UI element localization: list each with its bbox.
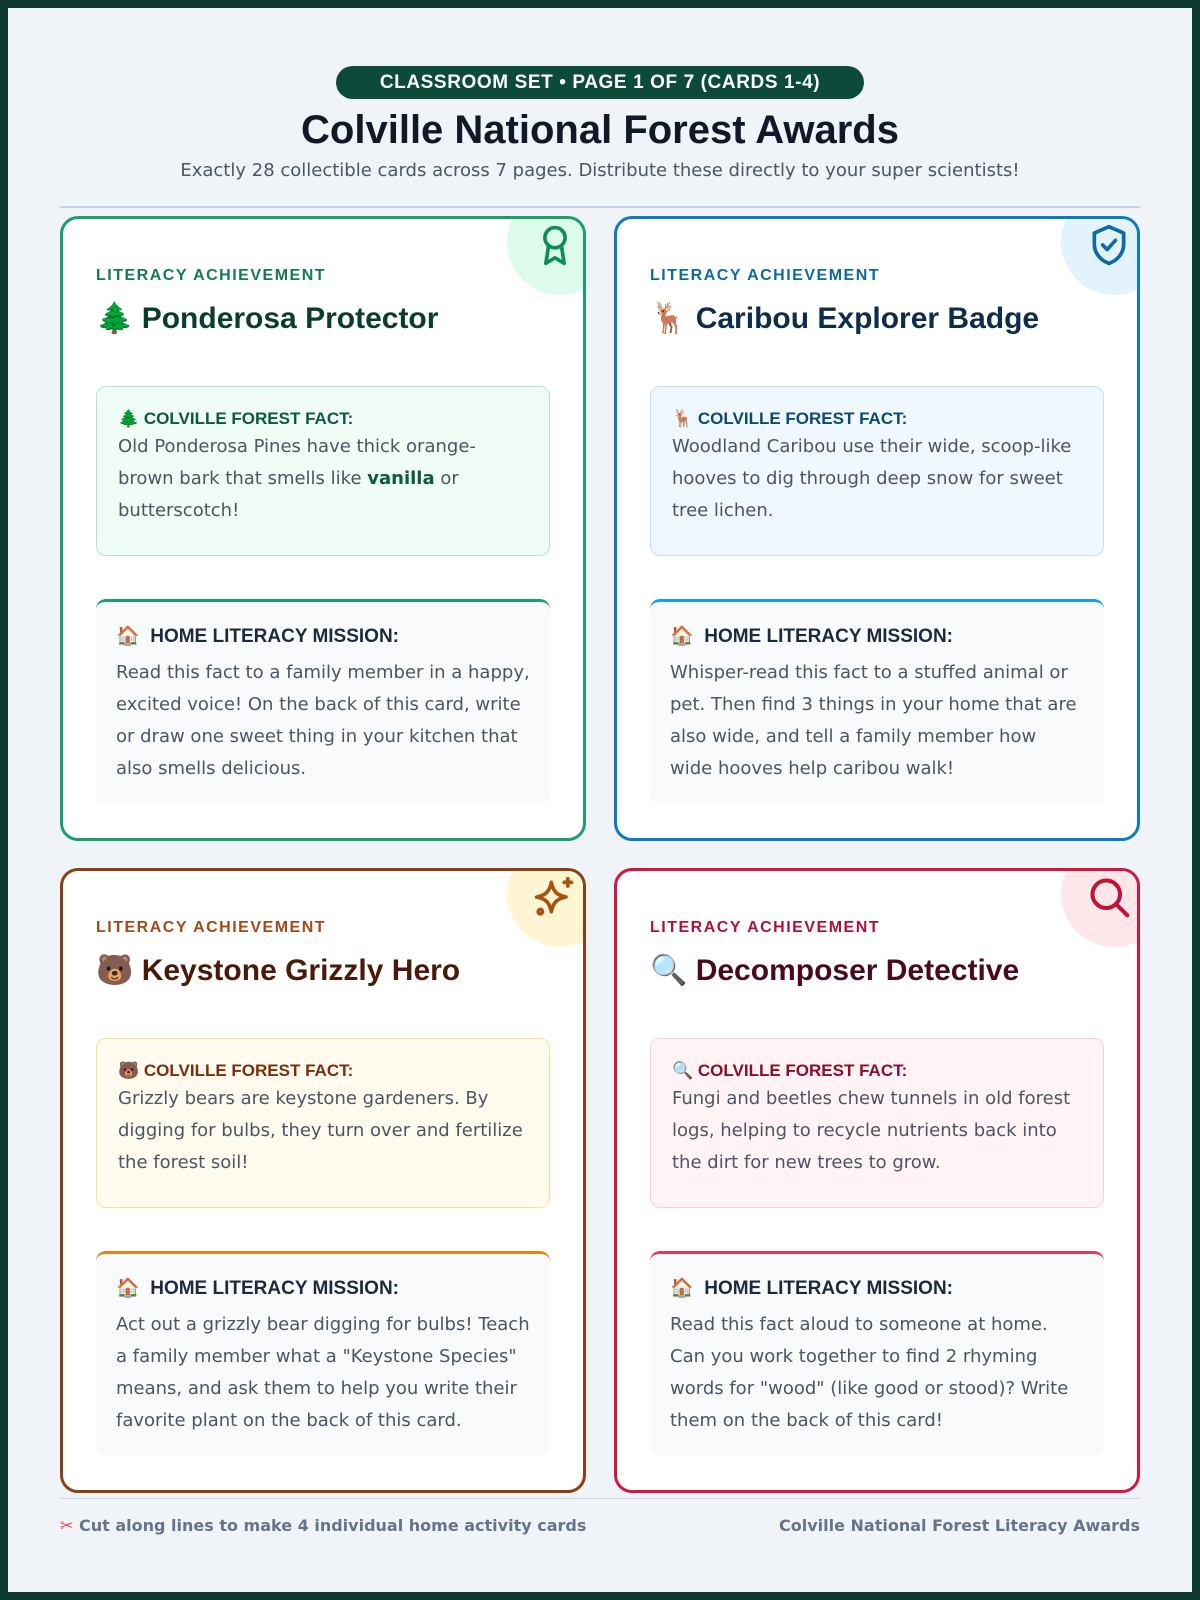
cut-instructions <box>60 1516 586 1535</box>
home-mission-box <box>650 599 1104 804</box>
card-title-text: Decomposer Detective <box>695 954 1020 987</box>
fact-text: Fungi and beetles chew tunnels in old forest logs, helping to recycle nutrients back into the dirt for new trees to grow. <box>672 1088 1071 1173</box>
house-icon: 🏠 <box>670 625 694 647</box>
bear-icon: 🐻 <box>118 1061 140 1081</box>
card-title <box>650 953 1019 988</box>
mission-heading <box>670 1274 1084 1303</box>
fact-heading <box>118 1059 529 1083</box>
card-title-text: Caribou Explorer Badge <box>695 302 1040 335</box>
page-title: Colville National Forest Awards <box>301 108 899 152</box>
card-kicker: LITERACY ACHIEVEMENT <box>650 919 881 936</box>
pine-tree-icon: 🌲 <box>96 301 134 336</box>
sparkles-icon <box>533 875 577 919</box>
home-mission-box <box>96 1251 550 1456</box>
fact-heading-text: COLVILLE FOREST FACT: <box>697 1061 908 1080</box>
card-title <box>96 953 460 988</box>
deer-icon: 🦌 <box>650 301 688 336</box>
house-icon: 🏠 <box>670 1277 694 1299</box>
fact-text: Grizzly bears are keystone gardeners. By digging for bulbs, they turn over and fertilize the forest soil! <box>118 1088 523 1173</box>
home-mission-box <box>96 599 550 804</box>
mission-text: Act out a grizzly bear digging for bulbs! Teach a family member what a "Keystone Species" means, and ask them to help you write their favorite plant on the back of this card. <box>116 1314 530 1431</box>
fact-text <box>118 431 529 527</box>
fact-text-part: or butterscotch! <box>118 468 459 521</box>
fact-heading <box>118 407 529 431</box>
forest-fact-box <box>650 386 1104 556</box>
mission-heading-text: HOME LITERACY MISSION: <box>704 1278 954 1299</box>
card-badge <box>1061 216 1140 295</box>
magnifying-glass-icon: 🔍 <box>650 953 688 988</box>
fact-heading-text: COLVILLE FOREST FACT: <box>143 409 354 428</box>
card-badge <box>507 216 586 295</box>
card-badge <box>1061 868 1140 947</box>
scissors-icon: ✂ <box>60 1516 74 1535</box>
card-badge <box>507 868 586 947</box>
fact-heading-text: COLVILLE FOREST FACT: <box>143 1061 354 1080</box>
cut-instructions-text: Cut along lines to make 4 individual home activity cards <box>78 1516 587 1535</box>
house-icon: 🏠 <box>116 625 140 647</box>
mission-heading <box>116 622 530 651</box>
card-kicker: LITERACY ACHIEVEMENT <box>650 267 881 284</box>
pine-tree-icon: 🌲 <box>118 409 140 429</box>
award-card <box>60 868 586 1493</box>
card-kicker: LITERACY ACHIEVEMENT <box>96 919 327 936</box>
award-card <box>60 216 586 841</box>
page-indicator-pill: CLASSROOM SET • PAGE 1 OF 7 (CARDS 1-4) <box>336 66 864 99</box>
mission-heading-text: HOME LITERACY MISSION: <box>150 626 400 647</box>
fact-heading <box>672 407 1083 431</box>
magnifier-icon <box>1087 875 1131 919</box>
mission-text: Read this fact aloud to someone at home. Can you work together to find 2 rhyming words for "wood" (like good or stood)? Write them on the back of this card! <box>670 1314 1069 1431</box>
forest-fact-box <box>96 1038 550 1208</box>
mission-heading <box>670 622 1084 651</box>
page-subtitle: Exactly 28 collectible cards across 7 pages. Distribute these directly to your super scientists! <box>180 160 1020 181</box>
card-kicker: LITERACY ACHIEVEMENT <box>96 267 327 284</box>
forest-fact-box <box>96 386 550 556</box>
card-title-text: Keystone Grizzly Hero <box>141 954 461 987</box>
deer-icon: 🦌 <box>672 409 694 429</box>
mission-heading <box>116 1274 530 1303</box>
fact-heading-text: COLVILLE FOREST FACT: <box>697 409 908 428</box>
award-ribbon-icon <box>533 223 577 267</box>
magnifying-glass-icon: 🔍 <box>672 1061 694 1081</box>
footer-divider <box>60 1498 1140 1499</box>
header-divider <box>60 206 1140 208</box>
mission-heading-text: HOME LITERACY MISSION: <box>150 1278 400 1299</box>
card-title <box>96 301 438 336</box>
mission-text: Read this fact to a family member in a happy, excited voice! On the back of this card, write or draw one sweet thing in your kitchen that also smells delicious. <box>116 662 530 779</box>
fact-heading <box>672 1059 1083 1083</box>
mission-heading-text: HOME LITERACY MISSION: <box>704 626 954 647</box>
house-icon: 🏠 <box>116 1277 140 1299</box>
fact-text: Woodland Caribou use their wide, scoop-like hooves to dig through deep snow for sweet tree lichen. <box>672 436 1072 521</box>
fact-text-part: Old Ponderosa Pines have thick orange-brown bark that smells like <box>118 436 476 489</box>
forest-fact-box <box>650 1038 1104 1208</box>
bear-icon: 🐻 <box>96 953 134 988</box>
award-card <box>614 868 1140 1493</box>
award-card <box>614 216 1140 841</box>
award-sheet <box>8 8 1192 1592</box>
mission-text: Whisper-read this fact to a stuffed animal or pet. Then find 3 things in your home that are also wide, and tell a family member how wide hooves help caribou walk! <box>670 662 1077 779</box>
card-title-text: Ponderosa Protector <box>141 302 439 335</box>
home-mission-box <box>650 1251 1104 1456</box>
fact-highlight-word: vanilla <box>367 468 435 489</box>
card-title <box>650 301 1039 336</box>
footer-credit: Colville National Forest Literacy Awards <box>778 1516 1140 1535</box>
shield-check-icon <box>1087 223 1131 267</box>
